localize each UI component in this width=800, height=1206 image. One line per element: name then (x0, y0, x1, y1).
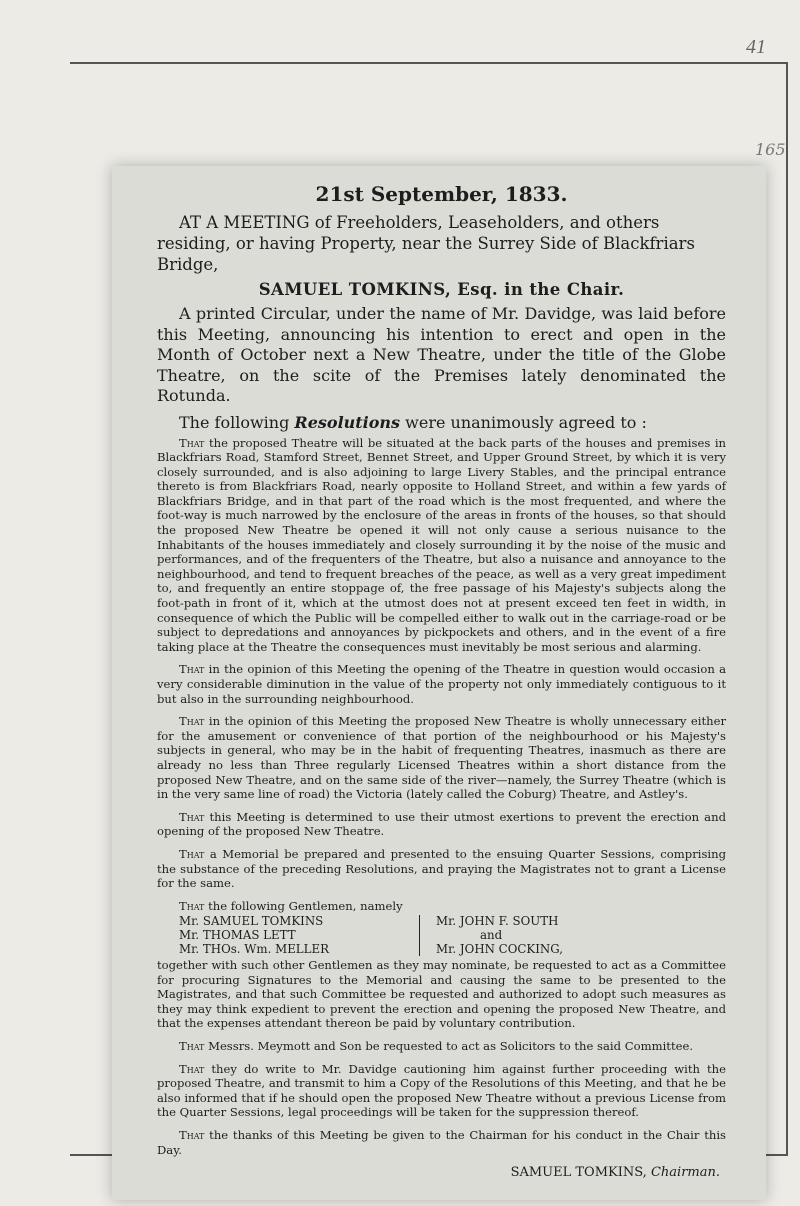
resolution (157, 810, 726, 839)
resolution-lead: That (179, 714, 205, 729)
committee-lead: That (179, 898, 205, 913)
signature-name: SAMUEL TOMKINS, (510, 1165, 647, 1181)
resolution (157, 1128, 726, 1157)
meeting-intro: AT A MEETING of Freeholders, Leaseholders, and others residing, or having Property, near the Surrey Side of Blackfriars Bridge, (157, 213, 695, 274)
committee-intro (157, 899, 726, 914)
committee-member: Mr. JOHN F. SOUTH (436, 914, 559, 929)
chairman-signature (157, 1165, 726, 1180)
resolution-lead: That (179, 1128, 205, 1143)
resolution-lead: That (179, 662, 205, 677)
resolutions-heading (157, 413, 726, 432)
resolution-lead: That (179, 809, 205, 824)
resolutions-heading-prefix: The following (179, 412, 295, 432)
resolutions-heading-em: Resolutions (294, 412, 401, 432)
signature-title: Chairman. (650, 1165, 720, 1181)
resolution-lead: That (179, 435, 205, 450)
committee-member: Mr. JOHN COCKING, (436, 941, 563, 956)
resolution (157, 847, 726, 891)
committee-names (179, 915, 726, 956)
committee-right-column (420, 915, 563, 956)
resolution-text: this Meeting is determined to use their utmost exertions to prevent the erection and opening of the proposed New Theatre. (157, 809, 726, 839)
resolution-text: a Memorial be prepared and presented to the ensuing Quarter Sessions, comprising the substance of the preceding Resolutions, and praying the Magistrates not to grant a License for the same. (157, 846, 726, 891)
resolution-lead: That (179, 1061, 205, 1076)
resolution-text: the thanks of this Meeting be given to the Chairman for his conduct in the Chair this Day. (157, 1128, 726, 1157)
resolution-text: Messrs. Meymott and Son be requested to act as Solicitors to the said Committee. (204, 1039, 694, 1054)
committee-conjunction: and (480, 927, 503, 942)
chair-line: SAMUEL TOMKINS, Esq. in the Chair. (258, 280, 625, 299)
circular-paragraph: A printed Circular, under the name of Mr. Davidge, was laid before this Meeting, announcing his intention to erect and open in the Month of October next a New Theatre, under the title of the Globe Theatre, on the scite of the Premises lately denominated the Rotunda. (157, 304, 726, 405)
resolution (157, 662, 726, 706)
resolution-lead: That (179, 1039, 205, 1054)
committee-member: Mr. THOs. Wm. MELLER (179, 941, 329, 956)
resolution (157, 1062, 726, 1120)
resolution-text: in the opinion of this Meeting the proposed New Theatre is wholly unnecessary either for the amusement or convenience of that portion of the neighbourhood or his Majesty's subjects in general, who may be in the habit of frequenting Theatres, inasmuch as there are already no less than Three regularly Licensed Theatres within a short distance from the proposed New Theatre, and on the same side of the river—namely, the Surrey Theatre (which is in the very same line of road) the Victoria (lately called the Coburg) Theatre, and Astley's. (157, 714, 726, 802)
document-sheet (112, 166, 766, 1200)
committee-member: Mr. SAMUEL TOMKINS (179, 914, 324, 929)
resolution-text: they do write to Mr. Davidge cautioning him against further proceeding with the proposed Theatre, and transmit to him a Copy of the Resolutions of this Meeting, and that he be also informed that if he should open the proposed New Theatre without a previous License from the Quarter Sessions, legal proceedings will be taken for the suppression thereof. (157, 1061, 726, 1120)
top-note: 165 (755, 140, 786, 159)
resolution (157, 714, 726, 802)
committee-member: Mr. THOMAS LETT (179, 927, 296, 942)
committee-intro-text: the following Gentlemen, namely (204, 898, 403, 913)
resolution-lead: That (179, 846, 205, 861)
committee-left-column (179, 915, 420, 956)
resolutions-heading-suffix: were unanimously agreed to : (400, 412, 647, 432)
resolution (157, 1039, 726, 1054)
resolution-text: in the opinion of this Meeting the opening of the Theatre in question would occasion a very considerable diminution in the value of the property not only immediately contiguous to it but also in the surrounding neighbourhood. (157, 662, 726, 706)
margin-note: 41 (746, 36, 766, 58)
meeting-date: 21st September, 1833. (315, 182, 568, 206)
committee-after: together with such other Gentlemen as they may nominate, be requested to act as a Committee for procuring Signatures to the Memorial and causing the same to be presented to the Magistrates, and that such Committee be requested and authorized to adopt such measures as they may think expedient to prevent the erection and opening the proposed New Theatre, and that the expenses attendant thereon be paid by voluntary contribution. (157, 958, 726, 1031)
resolution (157, 436, 726, 655)
resolution-text: the proposed Theatre will be situated at the back parts of the houses and premises in Blackfriars Road, Stamford Street, Bennet Street, and Upper Ground Street, by which it is very closely surrounded, and is also adjoining to large Livery Stables, and the principal entrance thereto is from Blackfriars Road, nearly opposite to Holland Street, and within a few yards of Blackfriars Bridge, and in that part of the road which is the most frequented, and where the foot-way is much narrowed by the enclosure of the areas in fronts of the houses, so that should the proposed New Theatre be opened it will not only cause a serious nuisance to the Inhabitants of the houses immediately and closely surrounding it by the noise of the music and performances, and of the frequenters of the Theatre, but also a nuisance and annoyance to the neighbourhood, and tend to frequent breaches of the peace, as well as a very great impediment to, and frequently an entire stoppage of, the free passage of his Majesty's subjects along the foot-path in front of it, which at the utmost does not at present exceed ten feet in width, in consequence of which the Public will be compelled either to walk out in the carriage-road or be subject to depredations and annoyances by pickpockets and others, and in the event of a fire taking place at the Theatre the consequences must inevitably be most serious and alarming. (157, 435, 726, 654)
